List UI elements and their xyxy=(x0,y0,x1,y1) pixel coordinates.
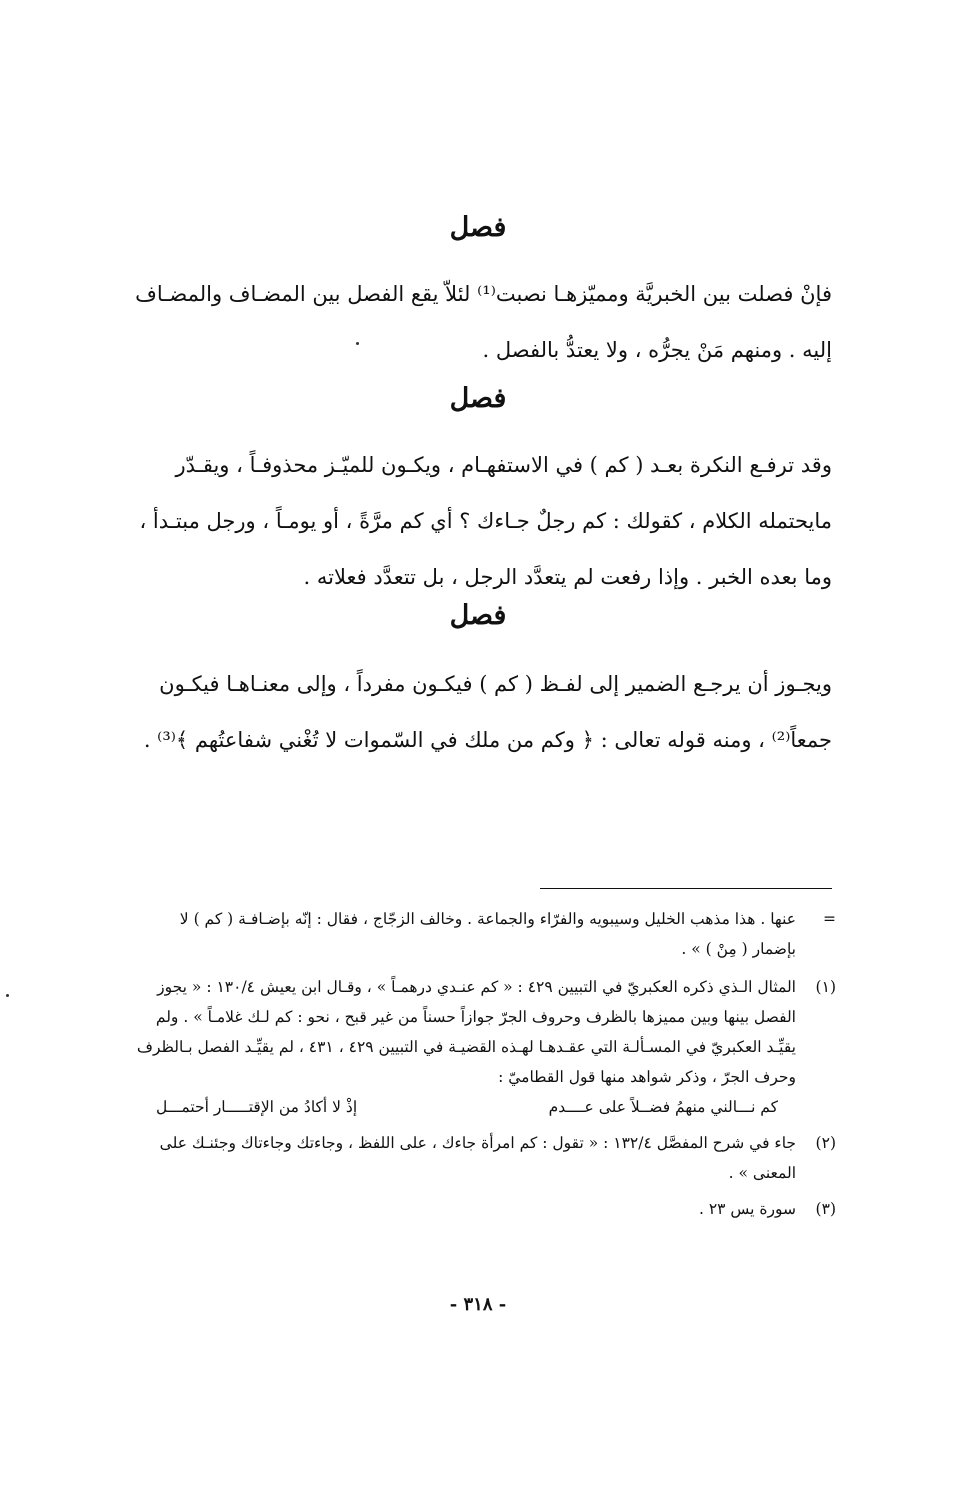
footnote-marker: (١) xyxy=(815,978,836,996)
footnote-line: عنها . هذا مذهب الخليل وسيبويه والفرّاء والجماعة . وخالف الزجّاج ، فقال : إنّه بإضـافـة ( كم ) لا xyxy=(179,910,796,928)
paragraph-line: فإنْ فصلت بين الخبريَّة ومميّزهـا نصبت⁽¹⁾ لئلاّ يقع الفصل بين المضـاف والمضـاف xyxy=(135,282,832,306)
section-heading-3: فصل xyxy=(449,600,507,631)
verse-first-hemistich: كم نـــالني منهمُ فضــلاً على عــــدم xyxy=(548,1098,778,1116)
footnote-marker: = xyxy=(823,910,836,928)
footnote-2 xyxy=(86,1128,836,1188)
footnote-line: يقيِّـد العكبريّ في المسـألـة التي عقـدهـا لهـذه القضيـة في التبيين ٤٢٩ ، ٤٣١ ، لم يقيِّـد الفصل بـالظرف xyxy=(136,1038,796,1056)
footnote-line: سورة يس ٢٣ . xyxy=(698,1200,796,1218)
paragraph-line: وقد ترفـع النكرة بعـد ( كم ) في الاستفهـام ، ويكـون للميّـز محذوفـاً ، ويقـدّر xyxy=(175,453,832,477)
paragraph-line: ويجـوز أن يرجـع الضمير إلى لفـظ ( كم ) فيكـون مفرداً ، وإلى معنـاهـا فيكـون xyxy=(159,672,832,696)
footnote-line: الفصل بينها وبين مميزها بالظرف وحروف الجرّ جوازاً حسناً من غير قبح ، نحو : كم لـك غلامـاً » . ولم xyxy=(155,1008,796,1026)
footnote-marker: (٢) xyxy=(815,1134,836,1152)
footnote-1 xyxy=(86,972,836,1122)
verse-second-hemistich: إذْ لا أكادُ من الإقتـــــار أحتمـــل xyxy=(156,1098,358,1116)
footnote-marker: (٣) xyxy=(815,1200,836,1218)
scan-speck xyxy=(356,342,359,345)
footnote-3 xyxy=(86,1194,836,1224)
footnote-line: بإضمار ( مِنْ ) » . xyxy=(681,940,796,958)
section-heading-2: فصل xyxy=(449,383,507,414)
footnote-line: وحرف الجرّ ، وذكر شواهد منها قول القطاميّ : xyxy=(498,1068,796,1086)
footnote-separator xyxy=(540,888,832,889)
footnote-line: جاء في شرح المفصَّل ١٣٢/٤ : « تقول : كم امرأة جاءك ، على اللفظ ، وجاءتك وجاءتاك وجئنـك على xyxy=(159,1134,796,1152)
paragraph-line: إليه . ومنهم مَنْ يجرُّه ، ولا يعتدُّ بالفصل . xyxy=(482,338,832,362)
footnotes xyxy=(86,904,836,1224)
footnote-line: المعنى » . xyxy=(728,1164,796,1182)
paragraph-line: وما بعده الخبر . وإذا رفعت لم يتعدَّد الرجل ، بل تتعدَّد فعلاته . xyxy=(303,565,832,589)
paragraph-2 xyxy=(86,437,832,605)
footnote-line: المثال الـذي ذكره العكبريّ في التبيين ٤٢٩ : « كم عنـدي درهمـاً » ، وقـال ابن يعيش ١٣٠/٤ : « يجوز xyxy=(157,978,796,996)
poetry-verse xyxy=(86,1092,796,1122)
footnote-continued xyxy=(86,904,836,964)
paragraph-1 xyxy=(86,266,832,378)
page-number: - ٣١٨ - xyxy=(449,1294,507,1315)
section-heading-1: فصل xyxy=(449,212,507,243)
paragraph-3 xyxy=(86,656,832,768)
paragraph-line: مايحتمله الكلام ، كقولك : كم رجلٌ جـاءك ؟ أي كم مرَّةً ، أو يومـاً ، ورجل مبتـدأ ، xyxy=(139,509,832,533)
scan-speck xyxy=(6,994,9,997)
paragraph-line: جمعاً⁽²⁾ ، ومنه قوله تعالى : ﴿ وكم من ملك في السّموات لا تُغْني شفاعتُهم ﴾⁽³⁾ . xyxy=(143,728,832,752)
